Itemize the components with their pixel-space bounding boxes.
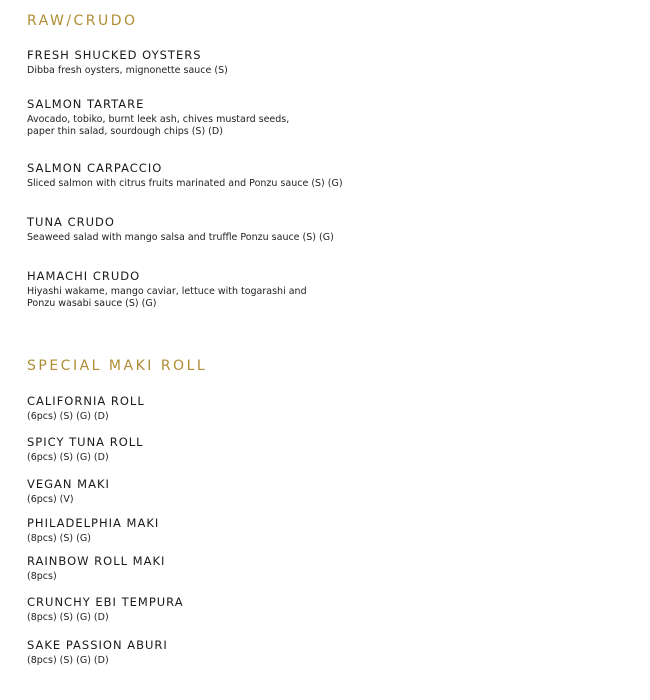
item-description-line: (8pcs) (S) (G) (D) [27, 655, 109, 666]
item-description [27, 533, 627, 545]
item-description [27, 571, 627, 583]
item-name: SAKE PASSION ABURI [27, 638, 168, 652]
menu-item [27, 394, 627, 423]
item-name: HAMACHI CRUDO [27, 269, 141, 283]
menu-item [27, 97, 627, 138]
menu-item [27, 269, 627, 310]
item-name: TUNA CRUDO [27, 215, 115, 229]
item-description [27, 452, 627, 464]
item-description [27, 65, 627, 77]
item-description [27, 178, 627, 190]
section-title-raw-crudo: RAW/CRUDO [27, 13, 138, 29]
item-name: SALMON CARPACCIO [27, 161, 163, 175]
item-description-line: Sliced salmon with citrus fruits marinated and Ponzu sauce (S) (G) [27, 178, 343, 189]
item-name: SALMON TARTARE [27, 97, 145, 111]
menu-item [27, 215, 627, 244]
item-description-line: Ponzu wasabi sauce (S) (G) [27, 298, 157, 309]
item-description [27, 612, 627, 624]
item-description-line: Seaweed salad with mango salsa and truffle Ponzu sauce (S) (G) [27, 232, 334, 243]
item-description [27, 411, 627, 423]
item-description [27, 494, 627, 506]
item-description-line: paper thin salad, sourdough chips (S) (D) [27, 126, 223, 137]
item-description-line: Avocado, tobiko, burnt leek ash, chives mustard seeds, [27, 114, 290, 125]
item-name: CRUNCHY EBI TEMPURA [27, 595, 184, 609]
item-name: RAINBOW ROLL MAKI [27, 554, 166, 568]
item-description [27, 114, 627, 138]
menu-item [27, 638, 627, 667]
item-name: FRESH SHUCKED OYSTERS [27, 48, 202, 62]
item-name: CALIFORNIA ROLL [27, 394, 145, 408]
item-description-line: (8pcs) (S) (G) (D) [27, 612, 109, 623]
item-description [27, 232, 627, 244]
item-name: PHILADELPHIA MAKI [27, 516, 160, 530]
menu-item [27, 48, 627, 77]
item-name: SPICY TUNA ROLL [27, 435, 144, 449]
item-description-line: Dibba fresh oysters, mignonette sauce (S) [27, 65, 228, 76]
menu-item [27, 595, 627, 624]
item-description-line: (8pcs) [27, 571, 57, 582]
menu-item [27, 477, 627, 506]
item-description-line: Hiyashi wakame, mango caviar, lettuce with togarashi and [27, 286, 307, 297]
item-description [27, 286, 627, 310]
item-description [27, 655, 627, 667]
item-description-line: (6pcs) (S) (G) (D) [27, 452, 109, 463]
menu-item [27, 554, 627, 583]
item-description-line: (8pcs) (S) (G) [27, 533, 91, 544]
menu-item [27, 516, 627, 545]
menu-item [27, 435, 627, 464]
item-description-line: (6pcs) (S) (G) (D) [27, 411, 109, 422]
section-title-special-maki-roll: SPECIAL MAKI ROLL [27, 358, 208, 374]
menu-item [27, 161, 627, 190]
item-description-line: (6pcs) (V) [27, 494, 74, 505]
item-name: VEGAN MAKI [27, 477, 110, 491]
